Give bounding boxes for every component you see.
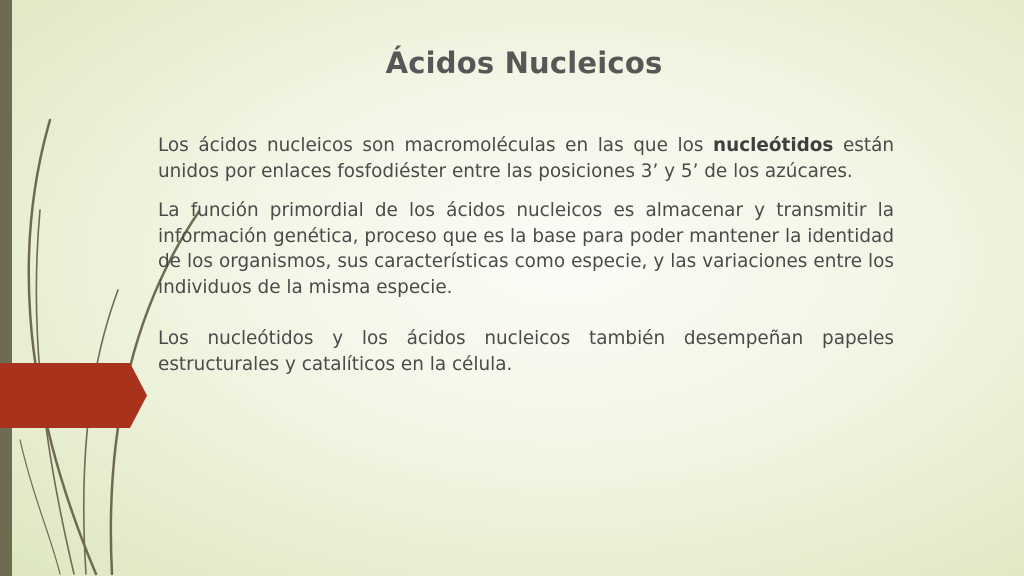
paragraph-1 <box>158 133 894 184</box>
slide-title: Ácidos Nucleicos <box>385 46 663 80</box>
paragraph-3: Los nucleótidos y los ácidos nucleicos también desempeñan papeles estructurales y catalíticos en la célula. <box>158 328 894 375</box>
paragraph-1-text-a: Los ácidos nucleicos son macromoléculas en las que los <box>158 135 714 156</box>
paragraph-1-text-b: están unidos por enlaces fosfodiéster entre las posiciones 3’ y 5’ de los azúcares. <box>158 135 894 182</box>
keyword-nucleotidos: nucleótidos <box>713 135 834 156</box>
slide-body <box>158 133 894 377</box>
paragraph-2: La función primordial de los ácidos nucleicos es almacenar y transmitir la información genética, proceso que es la base para poder mantener la identidad de los organismos, sus características como especie, y las variaciones entre los individuos de la misma especie. <box>158 200 894 298</box>
arrow-tab-icon <box>0 363 147 428</box>
